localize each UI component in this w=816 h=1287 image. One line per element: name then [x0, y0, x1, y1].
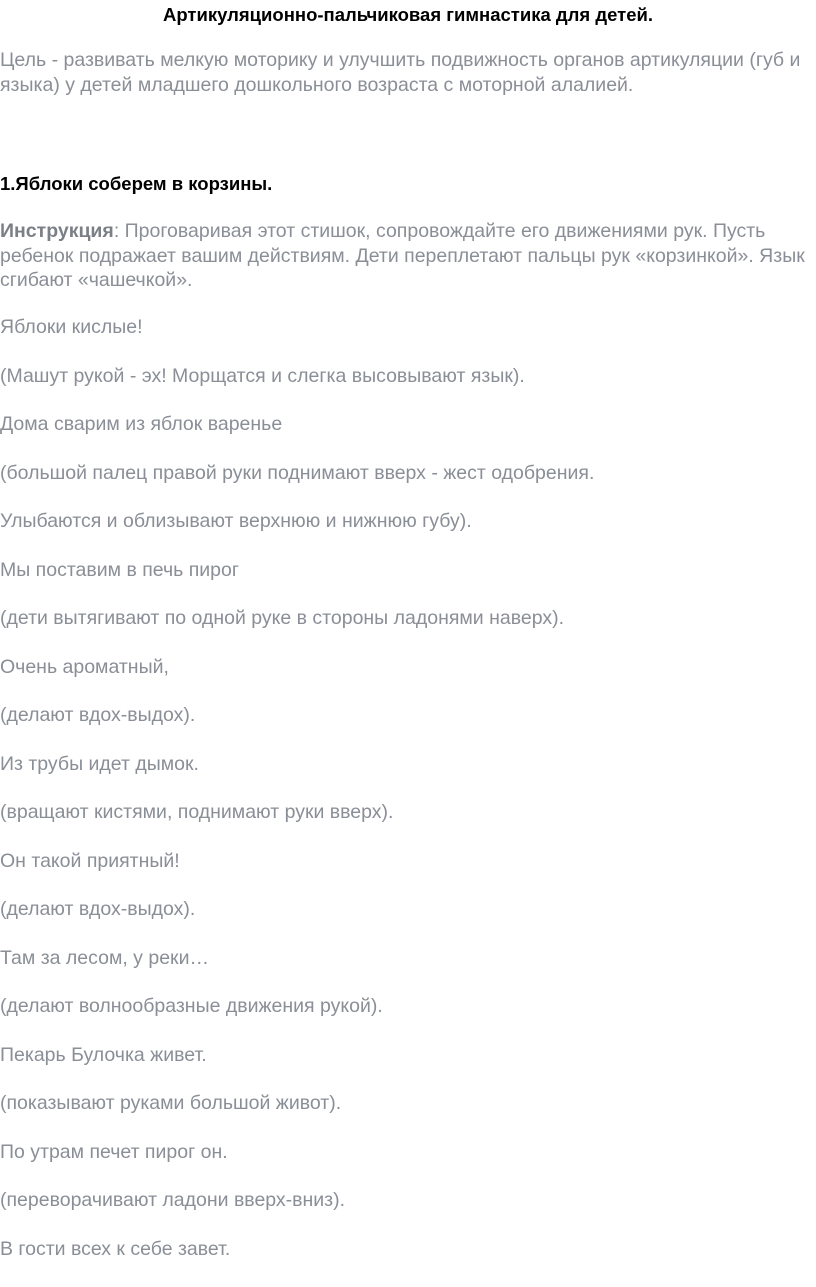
verse-line: По утрам печет пирог он.	[0, 1141, 228, 1163]
verse-line: Он такой приятный!	[0, 850, 180, 872]
verse-line: (Машут рукой - эх! Морщатся и слегка высовывают язык).	[0, 365, 525, 387]
verse-line: Там за лесом, у реки…	[0, 947, 209, 969]
verse-line: В гости всех к себе завет.	[0, 1238, 231, 1260]
verse-line: (вращают кистями, поднимают руки вверх).	[0, 801, 394, 823]
document-title: Артикуляционно-пальчиковая гимнастика для детей.	[162, 4, 653, 25]
instruction-text: : Проговаривая этот стишок, сопровождайте его движениями рук. Пусть ребенок подражает вашим действиям. Дети переплетают пальцы рук «корзинкой». Язык сгибают «чашечкой».	[0, 220, 805, 291]
instruction-paragraph	[0, 219, 812, 293]
goal-paragraph: Цель - развивать мелкую моторику и улучшить подвижность органов артикуляции (губ и языка) у детей младшего дошкольного возраста с моторной алалией.	[0, 49, 801, 96]
verse-line: Очень ароматный,	[0, 656, 169, 678]
verse-line: (большой палец правой руки поднимают вверх - жест одобрения.	[0, 462, 595, 484]
verse-line: Дома сварим из яблок варенье	[0, 413, 283, 435]
verse-line: (показывают руками большой живот).	[0, 1092, 342, 1114]
verse-line: Яблоки кислые!	[0, 316, 143, 338]
verse-line: (делают вдох-выдох).	[0, 898, 196, 920]
verse-line: (дети вытягивают по одной руке в стороны ладонями наверх).	[0, 607, 564, 629]
verse-line: (делают вдох-выдох).	[0, 704, 196, 726]
verse-line: (делают волнообразные движения рукой).	[0, 995, 383, 1017]
verse-line: (переворачивают ладони вверх-вниз).	[0, 1189, 346, 1211]
verse-line: Мы поставим в печь пирог	[0, 559, 239, 581]
verse-line: Из трубы идет дымок.	[0, 753, 199, 775]
section-heading: 1.Яблоки соберем в корзины.	[0, 173, 273, 194]
verse-line: Улыбаются и облизывают верхнюю и нижнюю губу).	[0, 510, 472, 532]
instruction-label: Инструкция	[0, 220, 114, 242]
verse-line: Пекарь Булочка живет.	[0, 1044, 207, 1066]
